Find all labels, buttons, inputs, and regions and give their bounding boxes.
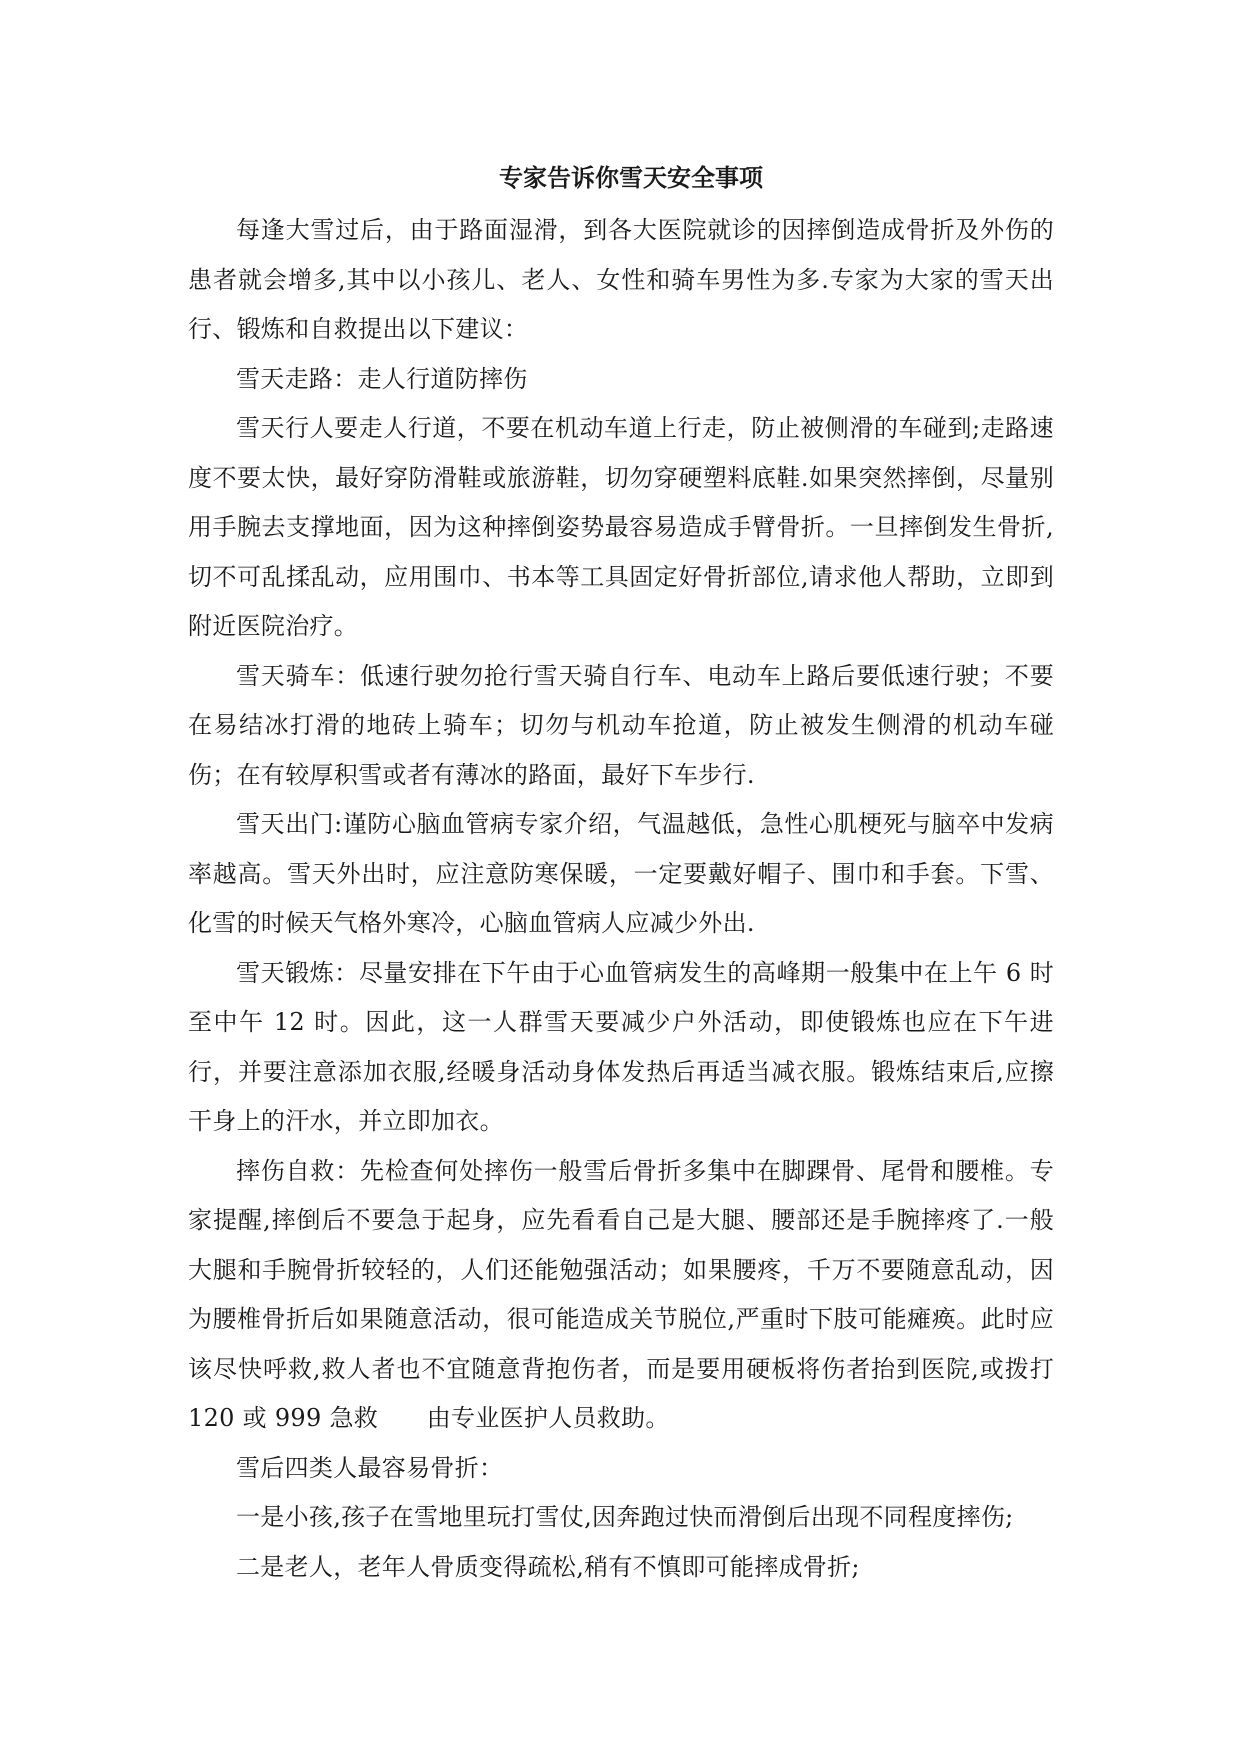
paragraph-intro: 每逢大雪过后，由于路面湿滑，到各大医院就诊的因摔倒造成骨折及外伤的患者就会增多,其中以小孩儿、老人、女性和骑车男性为多.专家为大家的雪天出行、锻炼和自救提出以下建议： bbox=[188, 216, 1054, 343]
document-body bbox=[188, 158, 1054, 1592]
list-item-elderly: 二是老人，老年人骨质变得疏松,稍有不慎即可能摔成骨折; bbox=[236, 1552, 860, 1581]
list-item-children: 一是小孩,孩子在雪地里玩打雪仗,因奔跑过快而滑倒后出现不同程度摔伤; bbox=[236, 1503, 1014, 1531]
paragraph-snow-going-out: 雪天出门:谨防心脑血管病专家介绍，气温越低，急性心肌梗死与脑卒中发病率越高。雪天外出时，应注意防寒保暖，一定要戴好帽子、围巾和手套。下雪、化雪的时候天气格外寒冷，心脑血管病人应减少外出. bbox=[188, 810, 1054, 937]
paragraph-injury-self-rescue: 摔伤自救：先检查何处摔伤一般雪后骨折多集中在脚踝骨、尾骨和腰椎。专家提醒,摔倒后不要急于起身，应先看看自己是大腿、腰部还是手腕摔疼了.一般大腿和手腕骨折较轻的，人们还能勉强活动；如果腰疼，千万不要随意乱动，因为腰椎骨折后如果随意活动，很可能造成关节脱位,严重时下肢可能瘫痪。此时应该尽快呼救,救人者也不宜随意背抱伤者，而是要用硬板将伤者抬到医院,或拨打 120 或 999 急救 由专业医护人员救助。 bbox=[188, 1156, 1054, 1432]
paragraph-snow-exercise: 雪天锻炼：尽量安排在下午由于心血管病发生的高峰期一般集中在上午 6 时至中午 12 时。因此，这一人群雪天要减少户外活动，即使锻炼也应在下午进行，并要注意添加衣服,经暖身活动身体发热后再适当减衣服。锻炼结束后,应擦干身上的汗水，并立即加衣。 bbox=[188, 958, 1054, 1135]
document-title: 专家告诉你雪天安全事项 bbox=[499, 163, 763, 192]
heading-snow-walking: 雪天走路：走人行道防摔伤 bbox=[236, 364, 528, 393]
paragraph-snow-cycling: 雪天骑车：低速行驶勿抢行雪天骑自行车、电动车上路后要低速行驶；不要在易结冰打滑的地砖上骑车；切勿与机动车抢道，防止被发生侧滑的机动车碰伤；在有较厚积雪或者有薄冰的路面，最好下车步行. bbox=[188, 661, 1054, 789]
heading-four-groups: 雪后四类人最容易骨折： bbox=[236, 1453, 504, 1482]
paragraph-snow-walking: 雪天行人要走人行道，不要在机动车道上行走，防止被侧滑的车碰到;走路速度不要太快，最好穿防滑鞋或旅游鞋，切勿穿硬塑料底鞋.如果突然摔倒，尽量别用手腕去支撑地面，因为这种摔倒姿势最容易造成手臂骨折。一旦摔倒发生骨折,切不可乱揉乱动，应用围巾、书本等工具固定好骨折部位,请求他人帮助，立即到附近医院治疗。 bbox=[188, 414, 1054, 640]
